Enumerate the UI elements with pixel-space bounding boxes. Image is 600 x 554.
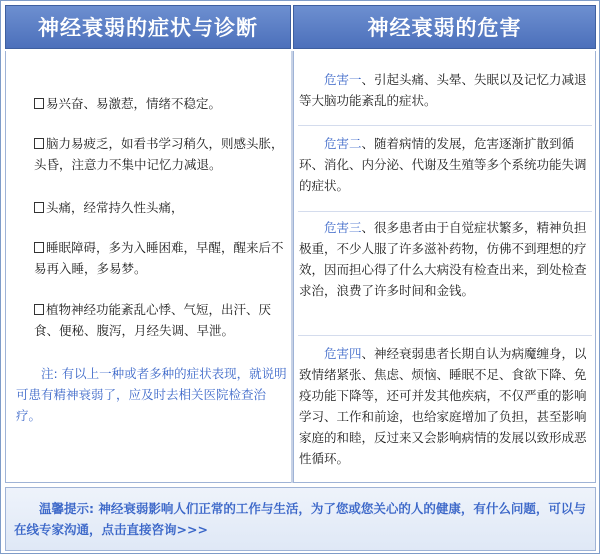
harm-item <box>299 343 591 469</box>
harm-item <box>299 69 591 111</box>
checkbox-icon <box>34 202 44 213</box>
symptom-item <box>34 93 292 114</box>
symptom-item <box>34 237 292 279</box>
harm-separator <box>298 125 592 126</box>
symptoms-header: 神经衰弱的症状与诊断 <box>5 5 291 49</box>
harm-separator <box>298 211 592 212</box>
diagnosis-note: 注: 有以上一种或者多种的症状表现，就说明可患有精神衰弱了，应及时去相关医院检查治疗。 <box>16 366 287 423</box>
harm-item <box>299 217 591 301</box>
harms-header: 神经衰弱的危害 <box>293 5 596 49</box>
harm-label: 危害一 <box>324 72 362 87</box>
harms-column <box>293 51 596 483</box>
harm-label: 危害二 <box>324 136 362 151</box>
symptom-text: 植物神经功能紊乱心悸、气短，出汗、厌食、便秘、腹泻，月经失调、早泄。 <box>34 302 272 338</box>
header-row <box>5 5 596 49</box>
symptom-text: 头痛，经常持久性头痛， <box>46 200 184 215</box>
checkbox-icon <box>34 138 44 149</box>
harm-text: 、引起头痛、头晕、失眠以及记忆力减退等大脑功能紊乱的症状。 <box>299 72 587 108</box>
harm-text: 、随着病情的发展，危害逐渐扩散到循环、消化、内分泌、代谢及生殖等多个系统功能失调的症状。 <box>299 136 587 193</box>
checkbox-icon <box>34 304 44 315</box>
symptom-item <box>34 197 292 218</box>
harm-item <box>299 133 591 196</box>
symptom-text: 睡眠障碍，多为入睡困难，早醒，醒来后不易再入睡，多易梦。 <box>34 240 284 276</box>
checkbox-icon <box>34 98 44 109</box>
harm-label: 危害三 <box>324 220 362 235</box>
harm-label: 危害四 <box>324 346 362 361</box>
checkbox-icon <box>34 242 44 253</box>
symptom-item <box>34 299 292 341</box>
symptom-text: 易兴奋、易激惹，情绪不稳定。 <box>46 96 222 111</box>
symptom-text: 脑力易疲乏，如看书学习稍久，则感头胀，头昏，注意力不集中记忆力减退。 <box>34 136 284 172</box>
consult-tips-link[interactable]: 温馨提示: 神经衰弱影响人们正常的工作与生活，为了您或您关心的人的健康，有什么问题，可以与在线专家沟通，点击直接咨询>>> <box>5 487 596 551</box>
harm-text: 、很多患者由于自觉症状繁多，精神负担极重，不少人服了许多滋补药物，仿佛不到理想的疗效，因而担心得了什么大病没有检查出来，到处检查求治，浪费了许多时间和金钱。 <box>299 220 587 298</box>
harm-separator <box>298 335 592 336</box>
symptom-item <box>34 133 292 175</box>
harm-text: 、神经衰弱患者长期自认为病魔缠身，以致情绪紧张、焦虑、烦恼、睡眠不足、食欲下降、免疫功能下降等，还可并发其他疾病，不仅严重的影响学习、工作和前途，也给家庭增加了负担，甚至影响家庭的和睦，反过来又会影响病情的发展以致形成恶性循环。 <box>299 346 587 466</box>
symptoms-column <box>5 51 292 483</box>
